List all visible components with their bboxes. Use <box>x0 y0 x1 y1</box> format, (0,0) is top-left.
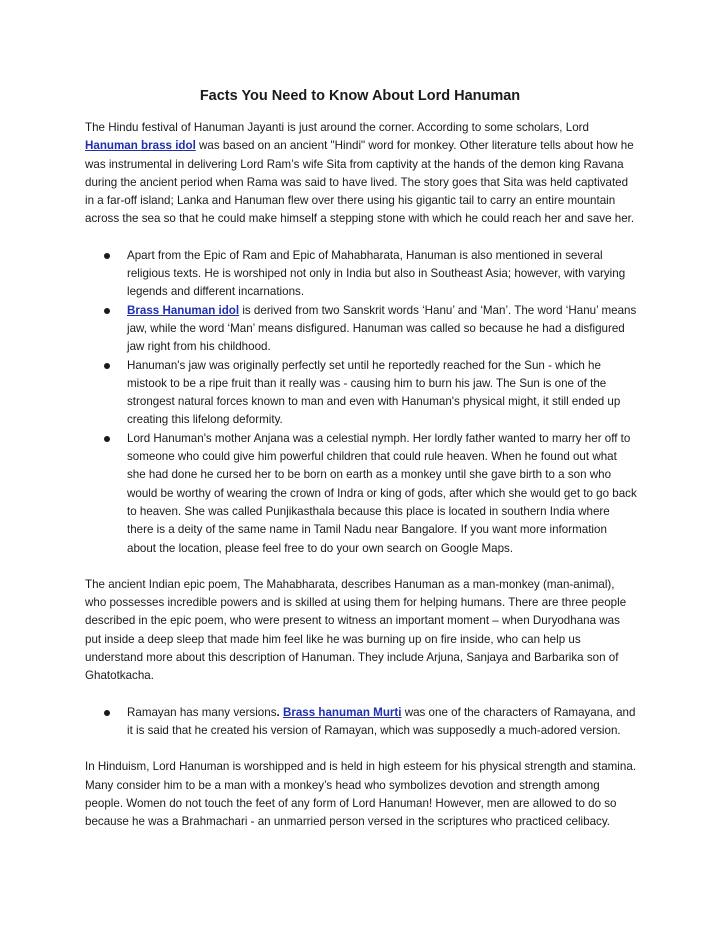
page-title: Facts You Need to Know About Lord Hanuman <box>199 88 521 104</box>
intro-text-end: was based on an ancient "Hindi" word for monkey. Other literature tells about how he was instrumental in delivering Lord Ram’s wife Sita from captivity at the hands of the demon king Ravana during the ancient period when Rama was said to have lived. The story goes that Sita was held captivated in a far-off island; Lanka and Hanuman flew over there using his gigantic tail to carry an entire mountain across the sea so that he could make himself a stepping stone with which he could reach her and save her. <box>85 139 635 226</box>
bullet-icon <box>104 253 110 259</box>
list-item-text: Hanuman's jaw was originally perfectly set until he reportedly reached for the Sun - which he mistook to be a ripe fruit than it really was - causing him to burn his jaw. The Sun is one of the strongest natural forces known to man and even with Hanuman's physical might, it still ended up creating this lifelong deformity. <box>127 358 621 427</box>
mahabharata-paragraph: The ancient Indian epic poem, The Mahabharata, describes Hanuman as a man-monkey (man-animal), who possesses incredible powers and is skilled at using them for helping humans. There are three people described in the epic poem, who were present to witness an important moment – when Duryodhana was put inside a deep sleep that made him feel like he was burning up on fire inside, who can help us understand more about this description of Hanuman. They include Arjuna, Sanjaya and Barbarika son of Ghatotkacha. <box>85 577 627 683</box>
bullet-icon <box>104 363 110 369</box>
facts-list <box>85 247 637 558</box>
intro-paragraph <box>85 119 637 229</box>
list-item-text: was one of the characters of Ramayana, and it is said that he created his version of Ramayan, which was supposedly a much-adored version. <box>127 705 636 737</box>
list-item-text: Apart from the Epic of Ram and Epic of Mahabharata, Hanuman is also mentioned in several religious texts. He is worshiped not only in India but also in Southeast Asia; however, with varying legends and different incarnations. <box>127 248 626 299</box>
list-item-text: Ramayan has many versions <box>127 705 277 719</box>
hinduism-paragraph: In Hinduism, Lord Hanuman is worshipped and is held in high esteem for his physical strength and stamina. Many consider him to be a man with a monkey’s head who symbolizes devotion and strength among people. Women do not touch the feet of any form of Lord Hanuman! However, men are allowed to do so because he was a Brahmachari - an unmarried person versed in the scriptures who practiced celibacy. <box>85 760 636 829</box>
list-item-text: Lord Hanuman's mother Anjana was a celestial nymph. Her lordly father wanted to marry her off to someone who could give him powerful children that could rule heaven. When he found out what she had done he cursed her to be born on earth as a monkey until she gave birth to a son who would be worthy of wearing the crown of Indra or king of gods, after which she would get to go back to heaven. She was called Punjikasthala because this place is located in southern India where there is a deity of the same name in Tamil Nadu near Bangalore. If you want more information about the location, please feel free to do your own search on Google Maps. <box>127 431 637 555</box>
list-item <box>85 704 637 741</box>
ramayan-list <box>85 704 637 741</box>
list-item <box>85 430 637 558</box>
bullet-icon <box>104 436 110 442</box>
brass-hanuman-murti-link[interactable]: Brass hanuman Murti <box>282 705 402 719</box>
hanuman-brass-idol-link[interactable]: Hanuman brass idol <box>85 139 196 153</box>
brass-hanuman-idol-link[interactable]: Brass Hanuman idol <box>127 303 240 317</box>
list-item <box>85 357 637 430</box>
list-item <box>85 302 637 357</box>
article-body <box>85 119 637 849</box>
bullet-icon <box>104 308 110 314</box>
bullet-icon <box>104 710 110 716</box>
list-item-text: is derived from two Sanskrit words ‘Hanu’ and ‘Man’. The word ‘Hanu’ means jaw, while the word ‘Man’ means disfigured. Hanuman was called so because he had a disfigured jaw right from his childhood. <box>127 303 637 354</box>
list-item-period: . <box>276 705 283 719</box>
intro-text-start: The Hindu festival of Hanuman Jayanti is just around the corner. According to some scholars, Lord <box>85 121 589 134</box>
list-item <box>85 247 637 302</box>
